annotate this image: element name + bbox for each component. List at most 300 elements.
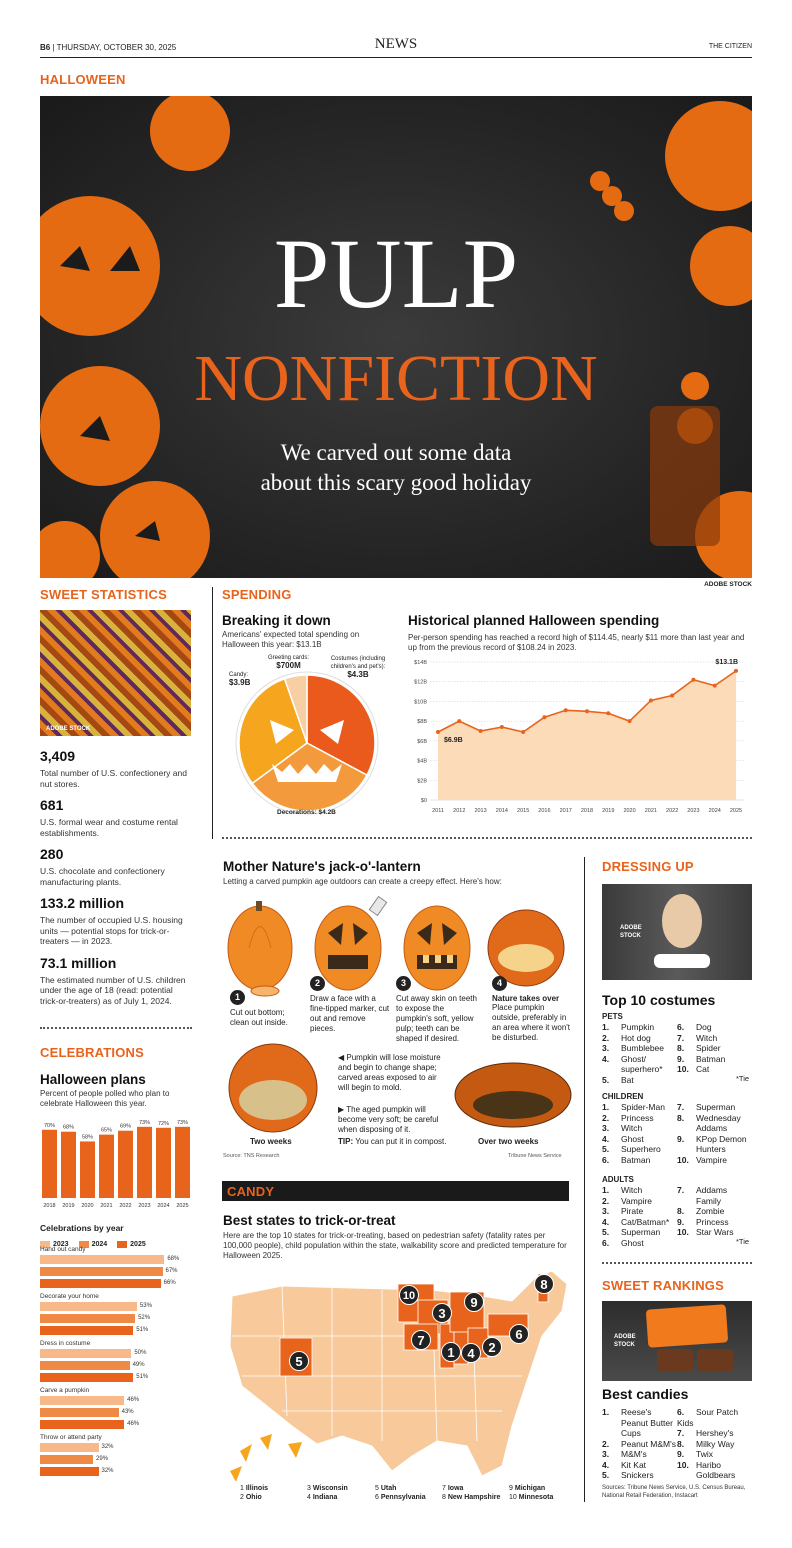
pumpkin-icon <box>665 101 752 211</box>
stat-value: 133.2 million <box>40 895 125 911</box>
step-number-badge: 4 <box>492 976 507 991</box>
bar <box>99 1135 114 1198</box>
candy-item <box>677 1407 752 1428</box>
best-candies-list-a <box>602 1407 680 1481</box>
costume-item <box>602 1196 682 1207</box>
costume-item <box>602 1043 682 1054</box>
candy-name: Peanut M&M's <box>621 1438 677 1449</box>
legend-label: 2025 <box>130 1241 146 1248</box>
rank: 4. <box>602 1216 610 1227</box>
rank: 1. <box>602 1407 610 1417</box>
pets-list-b <box>677 1022 752 1075</box>
costume-name: Cat/Batman* <box>621 1216 670 1227</box>
breakdown-title: Breaking it down <box>222 613 331 628</box>
hbar <box>40 1314 151 1323</box>
adults-list-b <box>677 1185 752 1238</box>
stat-text: Total number of U.S. confectionery and nut stores. <box>40 768 187 789</box>
stat-text: U.S. chocolate and confectionery manufacturing plants. <box>40 866 165 887</box>
costumes-label-text: Costumes (including children's and pet's): <box>330 656 386 670</box>
tip-label: TIP: <box>338 1137 354 1146</box>
spending-pie-chart <box>232 668 382 818</box>
candy-photo-credit: ADOBE STOCK <box>46 726 91 732</box>
costume-item <box>602 1185 682 1196</box>
by-year-chart <box>40 1246 192 1481</box>
y-tick-label: $10B <box>414 699 427 706</box>
hbar-value-label: 46% <box>127 1397 140 1403</box>
costume-name: Superhero <box>621 1144 661 1154</box>
masthead: B6 | THURSDAY, OCTOBER 30, 2025 NEWS THE CITIZEN <box>40 36 752 58</box>
costume-name: Ghost <box>621 1237 644 1248</box>
breakdown-sub: Americans' expected total spending on Halloween this year: $13.1B <box>222 630 360 649</box>
rank: 3. <box>602 1123 610 1133</box>
stat-value: 73.1 million <box>40 954 117 971</box>
x-tick-label: 2021 <box>644 808 657 814</box>
costume-item <box>602 1022 682 1033</box>
tie-note: *Tie <box>736 1074 750 1083</box>
plans-sub: Percent of people polled who plan to celebrate Halloween this year. <box>40 1089 170 1108</box>
legend-num: 9 <box>509 1485 513 1492</box>
costume-name: Witch <box>621 1123 643 1133</box>
step-text: Draw a face with a fine-tipped marker, cut out and remove pieces. <box>310 994 390 1033</box>
hbar <box>40 1396 140 1405</box>
bar-value-label: 73% <box>176 1119 189 1126</box>
hbar-value-label: 51% <box>136 1374 149 1380</box>
costume-item <box>677 1054 752 1065</box>
hbar-value-label: 32% <box>101 1444 114 1450</box>
x-tick-label: 2011 <box>432 808 444 814</box>
spending-header: SPENDING <box>222 587 292 602</box>
step-text: Place pumpkin outside, preferably in an area where it won't be disturbed. <box>492 1003 571 1042</box>
bar-group <box>40 1387 192 1429</box>
bar <box>137 1127 152 1198</box>
costume-item <box>677 1033 752 1044</box>
costume-name: Superman <box>621 1227 661 1237</box>
rank: 8. <box>677 1112 685 1123</box>
rank: 3. <box>602 1449 610 1459</box>
data-point <box>670 694 674 698</box>
rank: 6. <box>677 1022 685 1032</box>
step-1 <box>230 990 302 1028</box>
y-tick-label: $12B <box>414 679 427 686</box>
step-2 <box>310 976 390 1034</box>
rank: 9. <box>677 1216 685 1227</box>
by-year-legend <box>40 1235 192 1248</box>
x-tick-label: 2018 <box>43 1203 56 1208</box>
costume-item <box>602 1123 682 1134</box>
rank: 8. <box>677 1438 685 1449</box>
x-tick-label: 2015 <box>517 808 530 814</box>
rank: 7. <box>677 1102 685 1112</box>
step-bold: Nature takes over <box>492 994 560 1003</box>
rankings-header: SWEET RANKINGS <box>602 1278 724 1293</box>
us-map <box>222 1266 572 1481</box>
hbar-value-label: 50% <box>134 1350 147 1356</box>
y-tick-label: $8B <box>417 719 427 726</box>
hero-subtitle-2: about this scary good holiday <box>260 470 532 495</box>
x-tick-label: 2019 <box>602 808 615 814</box>
map-marker-4: 4 <box>461 1343 481 1363</box>
page-number: B6 <box>40 43 51 52</box>
candy-item <box>602 1460 680 1471</box>
hbar-value-label: 43% <box>121 1409 134 1415</box>
paper-name: THE CITIZEN <box>708 43 752 50</box>
data-point <box>628 719 632 723</box>
x-tick-label: 2013 <box>474 808 487 814</box>
rank: 3. <box>602 1206 610 1216</box>
rank: 9. <box>677 1133 685 1144</box>
x-tick-label: 2018 <box>580 808 594 814</box>
rank: 10. <box>677 1064 689 1074</box>
candy-bar-photo <box>602 1301 752 1381</box>
costume-name: Hot dog <box>621 1032 651 1043</box>
divider <box>222 837 752 839</box>
rank: 4. <box>602 1459 610 1470</box>
aging-note-2: ▶ The aged pumpkin will become very soft; be careful when disposing of it. <box>338 1105 439 1134</box>
greeting-label-text: Greeting cards: <box>268 655 310 661</box>
rank: 6. <box>677 1407 685 1417</box>
pumpkin-icon <box>614 201 634 221</box>
last-value-label: $13.1B <box>715 658 738 666</box>
bar-group <box>40 1434 192 1476</box>
hero-title: PULP <box>273 218 519 329</box>
greeting-value: $700M <box>276 661 301 670</box>
bar-value-label: 68% <box>62 1124 75 1131</box>
page-date: THURSDAY, OCTOBER 30, 2025 <box>56 43 177 52</box>
costume-item <box>677 1102 752 1113</box>
hero-title-2: NONFICTION <box>194 342 598 415</box>
legend-state: Ohio <box>245 1494 262 1501</box>
step-number-badge: 1 <box>230 990 245 1005</box>
child-face-icon <box>662 894 702 948</box>
costume-item <box>602 1155 682 1166</box>
rank: 7. <box>677 1032 685 1043</box>
rank: 5. <box>602 1074 610 1085</box>
candy-name: Reese's Peanut Butter Cups <box>621 1407 673 1438</box>
x-tick-label: 2024 <box>708 808 721 814</box>
stat-text: U.S. formal wear and costume rental establishments. <box>40 817 178 838</box>
data-point <box>734 669 738 673</box>
costume-item <box>677 1043 752 1054</box>
hero-kicker: HALLOWEEN <box>40 72 126 87</box>
rank: 2. <box>602 1438 610 1449</box>
sweet-stats-header: SWEET STATISTICS <box>40 587 167 602</box>
first-value-label: $6.9B <box>444 736 463 744</box>
celebrations <box>40 1045 192 1109</box>
rank: 1. <box>602 1102 610 1112</box>
bar-value-label: 58% <box>81 1134 94 1141</box>
stat-value: 681 <box>40 797 64 813</box>
legend-state: Wisconsin <box>312 1485 348 1492</box>
costumes-title: Top 10 costumes <box>602 992 716 1008</box>
step-3 <box>396 976 482 1044</box>
hbar <box>40 1302 152 1311</box>
hero-subtitle-1: We carved out some data <box>280 440 512 465</box>
costume-item <box>677 1227 752 1238</box>
best-candies-title: Best candies <box>602 1386 689 1402</box>
hbar <box>40 1373 149 1382</box>
candy-corn-icons <box>230 1434 302 1481</box>
bar-group <box>40 1246 192 1288</box>
step-4 <box>492 976 572 1043</box>
rank: 10. <box>677 1227 689 1237</box>
costume-item <box>677 1134 752 1155</box>
column-rule <box>212 587 213 839</box>
pumpkin-icon <box>40 521 100 578</box>
costume-item <box>677 1155 752 1166</box>
hbar-value-label: 29% <box>96 1456 109 1462</box>
legend-label: 2024 <box>91 1241 108 1248</box>
costume-item <box>602 1102 682 1113</box>
legend-state: Michigan <box>514 1485 546 1492</box>
costume-item <box>602 1144 682 1155</box>
costume-name: Addams Family <box>696 1185 728 1206</box>
map-marker-1: 1 <box>441 1342 461 1362</box>
legend-state: Iowa <box>447 1485 464 1492</box>
hbar <box>40 1467 114 1476</box>
column-rule <box>584 857 585 1502</box>
map-marker-2: 2 <box>482 1337 502 1357</box>
rank: 3. <box>602 1043 610 1053</box>
hbar-value-label: 51% <box>136 1327 149 1333</box>
candy-photo <box>40 610 191 736</box>
celebrations-header: CELEBRATIONS <box>40 1045 144 1060</box>
hero-image <box>40 96 752 578</box>
legend-num: 8 <box>442 1494 446 1501</box>
costume-item <box>602 1033 682 1044</box>
step-number-badge: 3 <box>396 976 411 991</box>
jack-source: Source: TNS Research <box>223 1153 280 1159</box>
hbar-value-label: 53% <box>139 1303 152 1309</box>
candy-header-bar <box>222 1181 569 1201</box>
x-tick-label: 2025 <box>176 1203 189 1208</box>
jack-credit: Tribune News Service <box>508 1153 562 1159</box>
data-point <box>606 711 610 715</box>
tie-note: *Tie <box>736 1237 750 1246</box>
costume-name: Ghost/ superhero* <box>621 1053 663 1074</box>
candy-name: Milky Way <box>696 1438 735 1449</box>
candy-item <box>677 1449 752 1460</box>
map-marker-10: 10 <box>399 1285 419 1305</box>
candy-name: M&M's <box>621 1449 647 1459</box>
group-label: Throw or attend party <box>40 1434 102 1441</box>
rank: 10. <box>677 1154 689 1165</box>
rank: 1. <box>602 1022 610 1032</box>
group-label: Dress in costume <box>40 1340 91 1347</box>
data-point <box>649 698 653 702</box>
hbar-value-label: 49% <box>132 1362 145 1368</box>
legend-state: New Hampshire <box>447 1494 501 1501</box>
by-year-title: Celebrations by year <box>40 1223 124 1233</box>
pumpkin-step-4-icon <box>488 910 564 986</box>
costume-name: Witch <box>621 1185 643 1195</box>
rank: 2. <box>602 1112 610 1123</box>
over-two-weeks-label: Over two weeks <box>478 1137 539 1146</box>
rank: 6. <box>602 1154 610 1165</box>
rank: 6. <box>602 1237 610 1248</box>
tip-text: You can put it in compost. <box>353 1137 447 1146</box>
pumpkin-step-1-icon <box>228 901 292 996</box>
x-tick-label: 2019 <box>62 1203 75 1208</box>
costume-name: Witch <box>696 1032 718 1043</box>
costume-name: Vampire <box>696 1154 728 1165</box>
legend-num: 3 <box>307 1485 311 1492</box>
step-text: Cut out bottom; clean out inside. <box>230 1008 288 1027</box>
plans-bar-chart <box>40 1108 192 1208</box>
greeting-label <box>268 655 309 670</box>
hbar <box>40 1349 147 1358</box>
rank: 5. <box>602 1470 610 1480</box>
costume-item <box>602 1075 682 1086</box>
legend-num: 2 <box>240 1494 244 1501</box>
candy-bar-photo-credit: ADOBE STOCK <box>614 1334 636 1348</box>
stat-text: The number of occupied U.S. housing units — potential stops for trick-or-treaters — in 2023. <box>40 915 183 946</box>
hbar-value-label: 32% <box>101 1468 114 1474</box>
costume-item <box>677 1064 752 1075</box>
pumpkin-icon <box>150 96 230 171</box>
legend-label: 2023 <box>53 1241 69 1248</box>
costume-photo <box>602 884 752 980</box>
rank: 2. <box>602 1195 610 1206</box>
x-tick-label: 2012 <box>453 808 466 814</box>
two-weeks-label: Two weeks <box>250 1137 292 1146</box>
costume-name: Batman <box>621 1154 651 1165</box>
data-point <box>542 715 546 719</box>
candy-item <box>602 1449 680 1460</box>
x-tick-label: 2025 <box>729 808 743 814</box>
candy-label-text: Candy: <box>229 672 249 678</box>
rank: 1. <box>602 1185 610 1195</box>
pets-label: PETS <box>602 1012 623 1021</box>
rank: 7. <box>677 1428 685 1438</box>
candy-item <box>677 1439 752 1450</box>
group-label: Decorate your home <box>40 1293 99 1300</box>
historical-line-chart <box>408 652 752 818</box>
costume-name: Vampire <box>621 1195 653 1206</box>
divider <box>40 1027 192 1029</box>
x-tick-label: 2016 <box>538 808 551 814</box>
candy-name: Sour Patch Kids <box>677 1407 739 1428</box>
candy-item <box>602 1470 680 1481</box>
costume-item <box>602 1217 682 1228</box>
legend-num: 1 <box>240 1485 244 1492</box>
rank: 5. <box>602 1144 610 1154</box>
jack-sub: Letting a carved pumpkin age outdoors can create a creepy effect. Here's how: <box>223 877 502 886</box>
candy-label <box>229 672 250 687</box>
x-tick-label: 2020 <box>81 1203 94 1208</box>
costume-item <box>677 1217 752 1228</box>
candy-name: Snickers <box>621 1470 654 1480</box>
data-point <box>564 708 568 712</box>
rank: 8. <box>677 1043 685 1053</box>
costume-name: Bat <box>621 1074 634 1085</box>
pets-list-a <box>602 1022 682 1085</box>
hero-decor-svg <box>40 96 752 578</box>
bar <box>118 1131 133 1198</box>
x-tick-label: 2023 <box>687 808 700 814</box>
y-tick-label: $14B <box>414 660 427 666</box>
adults-label: ADULTS <box>602 1175 634 1184</box>
map-marker-3: 3 <box>432 1303 452 1323</box>
bar-group <box>40 1340 192 1382</box>
stat-text: The estimated number of U.S. children under the age of 18 (read: potential trick-or-treaters) as of July 1, 2024. <box>40 974 186 1006</box>
pumpkin-over-two-weeks-icon <box>455 1063 571 1127</box>
costume-item <box>677 1022 752 1033</box>
rank: 4. <box>602 1133 610 1144</box>
children-list-b <box>677 1102 752 1165</box>
bar-group <box>40 1293 192 1335</box>
bar-value-label: 65% <box>100 1127 113 1134</box>
costume-item <box>677 1113 752 1134</box>
hbar <box>40 1326 149 1335</box>
costume-item <box>602 1054 682 1075</box>
candy-title: Best states to trick-or-treat <box>223 1213 396 1228</box>
x-tick-label: 2014 <box>495 808 508 814</box>
costume-name: Superman <box>696 1102 736 1112</box>
costume-name: Ghost <box>621 1133 644 1144</box>
legend-num: 7 <box>442 1485 446 1492</box>
peanut-cup-icon <box>697 1349 733 1371</box>
candy-value: $3.9B <box>229 678 251 687</box>
best-candies-list-b <box>677 1407 752 1481</box>
rank: 8. <box>677 1206 685 1216</box>
costume-name: Dog <box>696 1022 712 1032</box>
children-list-a <box>602 1102 682 1165</box>
map-marker-6: 6 <box>509 1324 529 1344</box>
historical-sub: Per-person spending has reached a record high of $114.45, nearly $11 more than last year and up from the previous record of $108.24 in 2023. <box>408 633 745 652</box>
rank: 2. <box>602 1032 610 1043</box>
divider <box>602 1262 752 1264</box>
hbar <box>40 1279 176 1288</box>
hbar <box>40 1420 140 1429</box>
x-tick-label: 2024 <box>157 1203 170 1208</box>
hbar-value-label: 67% <box>165 1268 178 1274</box>
rank: 4. <box>602 1053 610 1064</box>
legend-num: 4 <box>307 1494 311 1501</box>
step-text: Cut away skin on teeth to expose the pumpkin's soft, yellow pulp; teeth can be shaped if desired. <box>396 994 477 1043</box>
costume-name: Batman <box>696 1053 726 1064</box>
bar <box>156 1128 171 1198</box>
candy-name: Hershey's <box>696 1428 734 1438</box>
costume-item <box>677 1206 752 1217</box>
costume-item <box>602 1238 682 1249</box>
plans-title: Halloween plans <box>40 1072 146 1087</box>
dressing-up <box>602 859 752 1008</box>
rank: 10. <box>677 1459 689 1470</box>
bar-value-label: 69% <box>119 1123 132 1130</box>
bar-value-label: 72% <box>157 1120 170 1127</box>
hbar-value-label: 52% <box>138 1315 151 1321</box>
rank: 9. <box>677 1053 685 1064</box>
adults-list-a <box>602 1185 682 1248</box>
candy-sub: Here are the top 10 states for trick-or-treating, based on pedestrian safety (fatality rates per 100,000 people), child population within the state, walkability score and predicted temperature for Halloween 2025. <box>223 1231 567 1260</box>
legend-state: Pennsylvania <box>380 1494 426 1501</box>
candy-name: Kit Kat <box>621 1459 647 1470</box>
costume-item <box>677 1185 752 1206</box>
group-label: Carve a pumpkin <box>40 1387 90 1394</box>
candy-item <box>602 1407 680 1439</box>
y-tick-label: $4B <box>417 758 427 765</box>
bar <box>175 1127 190 1198</box>
step-number-badge: 2 <box>310 976 325 991</box>
data-point <box>691 678 695 682</box>
y-tick-label: $0 <box>420 798 427 804</box>
legend-num: 6 <box>375 1494 379 1501</box>
y-tick-label: $6B <box>417 738 427 745</box>
y-tick-label: $2B <box>417 778 427 785</box>
peanut-cup-icon <box>657 1349 693 1371</box>
candy-name: Haribo Goldbears <box>696 1459 736 1480</box>
area-fill <box>438 671 736 800</box>
